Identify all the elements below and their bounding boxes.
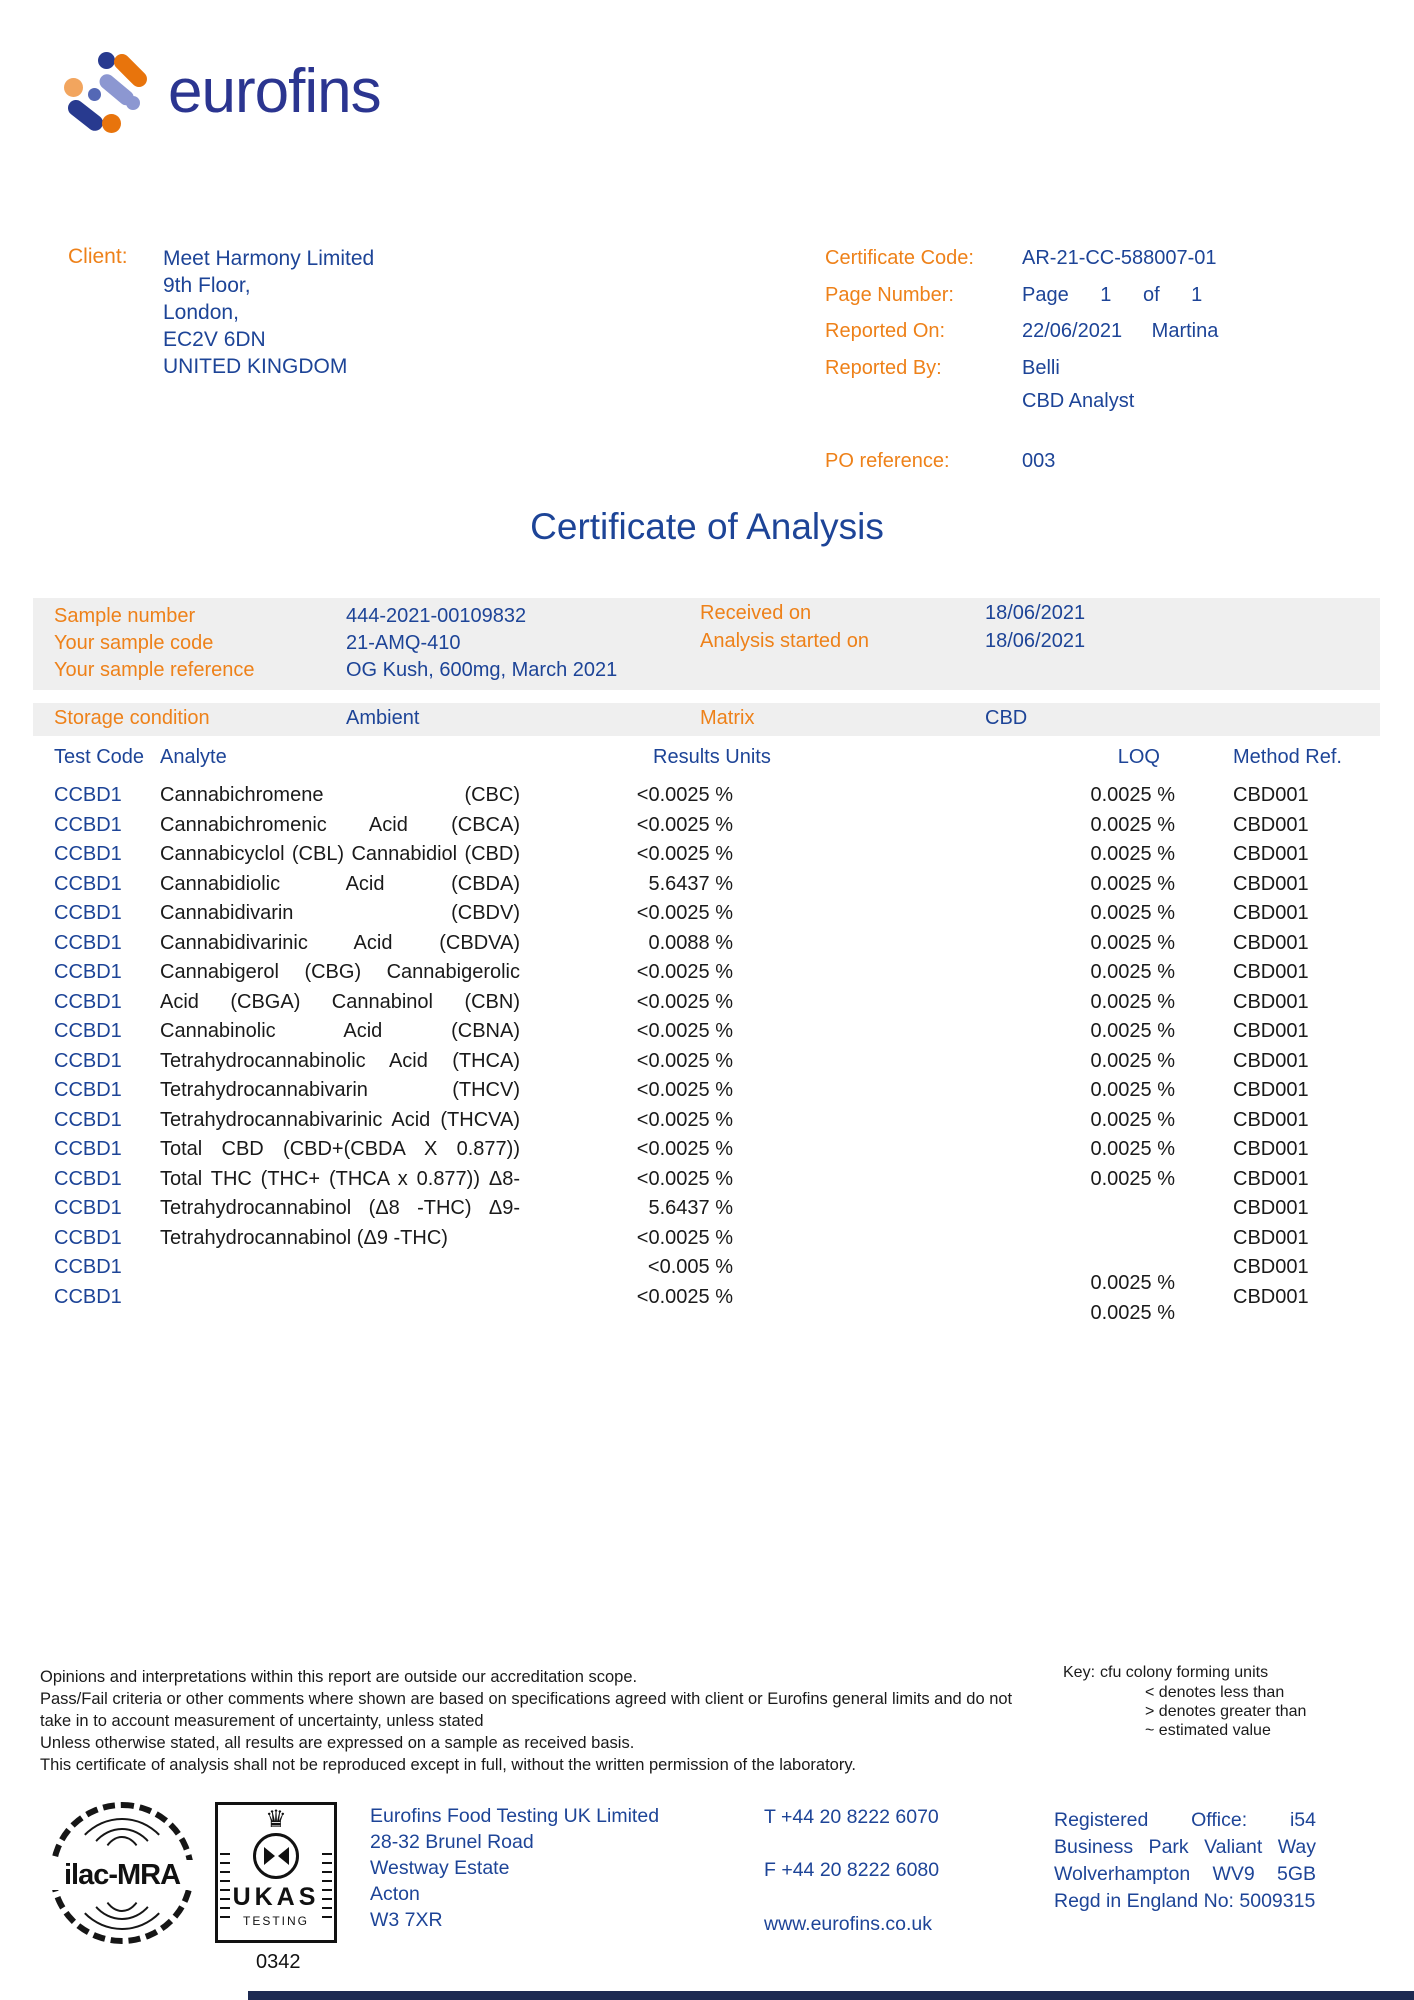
test-code: CCBD1	[54, 1256, 122, 1278]
result-value: 5.6437 %	[648, 872, 733, 895]
client-name: Meet Harmony Limited	[163, 247, 375, 270]
ukas-text: UKAS	[232, 1883, 320, 1911]
table-row	[33, 1109, 1380, 1139]
client-address	[163, 245, 374, 380]
result-value: 0.0088 %	[648, 931, 733, 954]
table-row	[33, 991, 1380, 1021]
result-value: <0.0025 %	[636, 1108, 733, 1131]
table-row	[33, 1197, 1380, 1227]
crown-icon: ♛	[265, 1806, 287, 1833]
result-value: <0.0025 %	[636, 1138, 733, 1160]
test-code: CCBD1	[54, 1138, 122, 1160]
company-address	[370, 1803, 659, 1933]
reported-on-value: 22/06/2021 Martina	[1022, 320, 1219, 342]
table-row	[33, 932, 1380, 962]
eurofins-wordmark: eurofins	[168, 57, 381, 126]
disclaimer-line: take in to account measurement of uncertainty, unless stated	[40, 1712, 484, 1730]
result-value: <0.0025 %	[636, 843, 733, 865]
ukas-testing-logo-icon	[215, 1802, 337, 1943]
table-row	[33, 1138, 1380, 1168]
loq-value: 0.0025 %	[1090, 1108, 1175, 1131]
test-code: CCBD1	[54, 872, 122, 895]
website-link: www.eurofins.co.uk	[764, 1913, 932, 1935]
storage-matrix-bar	[33, 703, 1380, 736]
test-code: CCBD1	[54, 931, 122, 954]
analysis-started-value: 18/06/2021	[985, 630, 1086, 652]
sample-info-box	[33, 598, 1380, 690]
result-value: <0.0025 %	[636, 784, 733, 806]
result-value: <0.0025 %	[636, 1020, 733, 1042]
registered-office-line: Business Park Valiant Way	[1054, 1836, 1316, 1858]
col-header-test-code: Test Code	[54, 746, 145, 768]
result-value: <0.005 %	[647, 1256, 733, 1278]
method-ref: CBD001	[1233, 1256, 1309, 1278]
company-name: Eurofins Food Testing UK Limited	[370, 1805, 660, 1827]
test-code: CCBD1	[54, 961, 122, 983]
method-ref: CBD001	[1233, 813, 1309, 836]
analyte: Tetrahydrocannabivarin (THCV)	[160, 1079, 520, 1101]
matrix-value: CBD	[985, 707, 1028, 729]
loq-value: 0.0025 %	[1090, 1272, 1175, 1294]
matrix-label: Matrix	[700, 707, 755, 729]
method-ref: CBD001	[1233, 1049, 1309, 1072]
method-ref: CBD001	[1233, 1197, 1309, 1219]
sample-code-value: 21-AMQ-410	[346, 632, 461, 654]
analyte: Cannabidiolic Acid (CBDA)	[160, 872, 520, 895]
result-value: <0.0025 %	[636, 1226, 733, 1249]
key-items	[1145, 1683, 1306, 1740]
ukas-subtext: TESTING	[242, 1914, 309, 1928]
loq-value: 0.0025 %	[1090, 872, 1175, 895]
analyte: Cannabidivarinic Acid (CBDVA)	[160, 931, 520, 954]
analyte: Total CBD (CBD+(CBDA X 0.877))	[160, 1138, 520, 1160]
method-ref: CBD001	[1233, 1020, 1309, 1042]
storage-condition-label: Storage condition	[54, 707, 210, 729]
fax-number: F +44 20 8222 6080	[764, 1859, 940, 1881]
loq-value: 0.0025 %	[1090, 990, 1175, 1013]
table-row	[33, 1256, 1380, 1294]
analysis-started-label: Analysis started on	[700, 630, 869, 652]
method-ref: CBD001	[1233, 902, 1309, 924]
loq-value: 0.0025 %	[1090, 784, 1175, 806]
analyte: Cannabichromenic Acid (CBCA)	[160, 813, 520, 836]
client-address-line: UNITED KINGDOM	[163, 355, 348, 378]
company-address-line: Westway Estate	[370, 1857, 510, 1879]
test-code: CCBD1	[54, 990, 122, 1013]
table-row	[33, 1079, 1380, 1109]
method-ref: CBD001	[1233, 990, 1309, 1013]
method-ref: CBD001	[1233, 872, 1309, 895]
sample-reference-value: OG Kush, 600mg, March 2021	[346, 659, 618, 681]
page-title: Certificate of Analysis	[530, 506, 884, 547]
result-value: <0.0025 %	[636, 1049, 733, 1072]
analyte: Cannabicyclol (CBL) Cannabidiol (CBD)	[160, 843, 520, 865]
key-item: < denotes less than	[1145, 1684, 1285, 1701]
client-address-line: EC2V 6DN	[163, 328, 266, 351]
certificate-code-value: AR-21-CC-588007-01	[1022, 247, 1217, 269]
method-ref: CBD001	[1233, 1226, 1309, 1249]
loq-value: 0.0025 %	[1090, 1301, 1175, 1324]
result-value: <0.0025 %	[636, 902, 733, 924]
test-code: CCBD1	[54, 843, 122, 865]
method-ref: CBD001	[1233, 961, 1309, 983]
loq-value: 0.0025 %	[1090, 931, 1175, 954]
result-value: <0.0025 %	[636, 813, 733, 836]
company-address-line: Acton	[370, 1883, 420, 1905]
table-row	[33, 902, 1380, 932]
analyte: Total THC (THC+ (THCA x 0.877)) Δ8-	[160, 1167, 520, 1190]
ilac-mra-logo-icon	[50, 1802, 194, 1944]
reported-by-value: Belli	[1022, 357, 1060, 379]
table-row	[33, 873, 1380, 903]
table-row	[33, 784, 1380, 814]
col-header-analyte: Analyte	[160, 746, 227, 768]
reported-by-role: CBD Analyst	[1022, 390, 1135, 412]
registered-office	[1054, 1807, 1316, 1915]
method-ref: CBD001	[1233, 1108, 1309, 1131]
sample-number-label: Sample number	[54, 605, 196, 627]
storage-condition-value: Ambient	[346, 707, 420, 729]
method-ref: CBD001	[1233, 784, 1309, 806]
sample-number-value: 444-2021-00109832	[346, 605, 527, 627]
po-reference-value: 003	[1022, 450, 1056, 472]
reported-on-label: Reported On:	[825, 320, 946, 342]
analyte	[160, 1286, 520, 1316]
eurofins-logo-icon	[64, 52, 164, 140]
analyte: Tetrahydrocannabinolic Acid (THCA)	[160, 1049, 520, 1072]
reported-by-label: Reported By:	[825, 357, 942, 379]
loq-value: 0.0025 %	[1090, 1079, 1175, 1101]
analyte: Cannabichromene (CBC)	[160, 784, 520, 806]
col-header-method-ref: Method Ref.	[1233, 746, 1342, 768]
loq-value: 0.0025 %	[1090, 843, 1175, 865]
ukas-accreditation-number: 0342	[256, 1951, 301, 1973]
client-label: Client:	[68, 245, 128, 268]
analyte: Tetrahydrocannabinol (Δ8 -THC) Δ9-	[160, 1197, 520, 1219]
disclaimer-line: Unless otherwise stated, all results are expressed on a sample as received basis.	[40, 1734, 635, 1752]
analyte: Cannabinolic Acid (CBNA)	[160, 1020, 520, 1042]
loq-value: 0.0025 %	[1090, 1167, 1175, 1190]
method-ref: CBD001	[1233, 1138, 1309, 1160]
test-code: CCBD1	[54, 902, 122, 924]
client-address-line: London,	[163, 301, 239, 324]
disclaimer-line: Pass/Fail criteria or other comments where shown are based on specifications agreed with client or Eurofins general limits and do not	[40, 1690, 1013, 1708]
sample-reference-label: Your sample reference	[54, 659, 255, 681]
test-code: CCBD1	[54, 1020, 122, 1042]
bottom-bar	[248, 1991, 1414, 2000]
test-code: CCBD1	[54, 1108, 122, 1131]
disclaimer-line: This certificate of analysis shall not be reproduced except in full, without the written permission of the laboratory.	[40, 1756, 856, 1774]
analyte: Acid (CBGA) Cannabinol (CBN)	[160, 990, 520, 1013]
table-row	[33, 1168, 1380, 1198]
result-value: <0.0025 %	[636, 990, 733, 1013]
analyte: Cannabigerol (CBG) Cannabigerolic	[160, 961, 520, 983]
col-header-loq: LOQ	[1117, 746, 1160, 768]
loq-value: 0.0025 %	[1090, 1138, 1175, 1160]
test-code: CCBD1	[54, 813, 122, 836]
result-value: 5.6437 %	[648, 1197, 733, 1219]
loq-value: 0.0025 %	[1090, 813, 1175, 836]
sample-code-label: Your sample code	[54, 632, 214, 654]
result-value: <0.0025 %	[636, 961, 733, 983]
method-ref: CBD001	[1233, 1285, 1309, 1308]
received-on-label: Received on	[700, 602, 812, 624]
test-code: CCBD1	[54, 1285, 122, 1308]
method-ref: CBD001	[1233, 843, 1309, 865]
key-item: ~ estimated value	[1145, 1722, 1271, 1739]
test-code: CCBD1	[54, 1049, 122, 1072]
disclaimer-text	[40, 1666, 1050, 1776]
loq-value: 0.0025 %	[1090, 1020, 1175, 1042]
analyte: Cannabidivarin (CBDV)	[160, 902, 520, 924]
test-code: CCBD1	[54, 1079, 122, 1101]
method-ref: CBD001	[1233, 1167, 1309, 1190]
result-value: <0.0025 %	[636, 1285, 733, 1308]
test-code: CCBD1	[54, 1167, 122, 1190]
ukas-symbol-icon	[253, 1833, 299, 1879]
phone-number: T +44 20 8222 6070	[764, 1806, 939, 1828]
method-ref: CBD001	[1233, 1079, 1309, 1101]
analyte: Tetrahydrocannabinol (Δ9 -THC)	[160, 1226, 448, 1249]
table-row	[33, 1050, 1380, 1080]
key-label: Key:	[1063, 1664, 1096, 1681]
loq-value: 0.0025 %	[1090, 961, 1175, 983]
results-table	[33, 784, 1380, 1324]
ilac-mra-text: ilac-MRA	[63, 1858, 181, 1891]
page-number-value: Page 1 of 1	[1022, 284, 1203, 306]
loq-value	[733, 1197, 1175, 1227]
table-row	[33, 1227, 1380, 1257]
certificate-code-label: Certificate Code:	[825, 247, 974, 269]
analyte	[160, 1256, 520, 1286]
key-cfu: cfu colony forming units	[1100, 1664, 1269, 1681]
table-row	[33, 814, 1380, 844]
loq-value	[733, 1227, 1175, 1257]
result-value: <0.0025 %	[636, 1167, 733, 1190]
registered-office-line: Wolverhampton WV9 5GB	[1054, 1863, 1316, 1885]
loq-value: 0.0025 %	[1090, 902, 1175, 924]
col-header-results-units: Results Units	[653, 746, 771, 768]
client-address-line: 9th Floor,	[163, 274, 251, 297]
company-address-line: 28-32 Brunel Road	[370, 1831, 534, 1853]
key-item: > denotes greater than	[1145, 1703, 1307, 1720]
loq-value: 0.0025 %	[1090, 1049, 1175, 1072]
test-code: CCBD1	[54, 1226, 122, 1249]
disclaimer-line: Opinions and interpretations within this report are outside our accreditation scope.	[40, 1668, 638, 1686]
received-on-value: 18/06/2021	[985, 602, 1086, 624]
table-row	[33, 961, 1380, 991]
test-code: CCBD1	[54, 1197, 122, 1219]
result-value: <0.0025 %	[636, 1079, 733, 1101]
registered-office-line: Registered Office: i54	[1054, 1809, 1316, 1831]
registered-office-line: Regd in England No: 5009315	[1054, 1890, 1316, 1912]
page-number-label: Page Number:	[825, 284, 954, 306]
table-row	[33, 843, 1380, 873]
method-ref: CBD001	[1233, 931, 1309, 954]
table-row	[33, 1285, 1380, 1324]
analyte: Tetrahydrocannabivarinic Acid (THCVA)	[160, 1108, 520, 1131]
po-reference-label: PO reference:	[825, 450, 950, 472]
test-code: CCBD1	[54, 784, 122, 806]
table-row	[33, 1020, 1380, 1050]
company-address-line: W3 7XR	[370, 1909, 443, 1931]
